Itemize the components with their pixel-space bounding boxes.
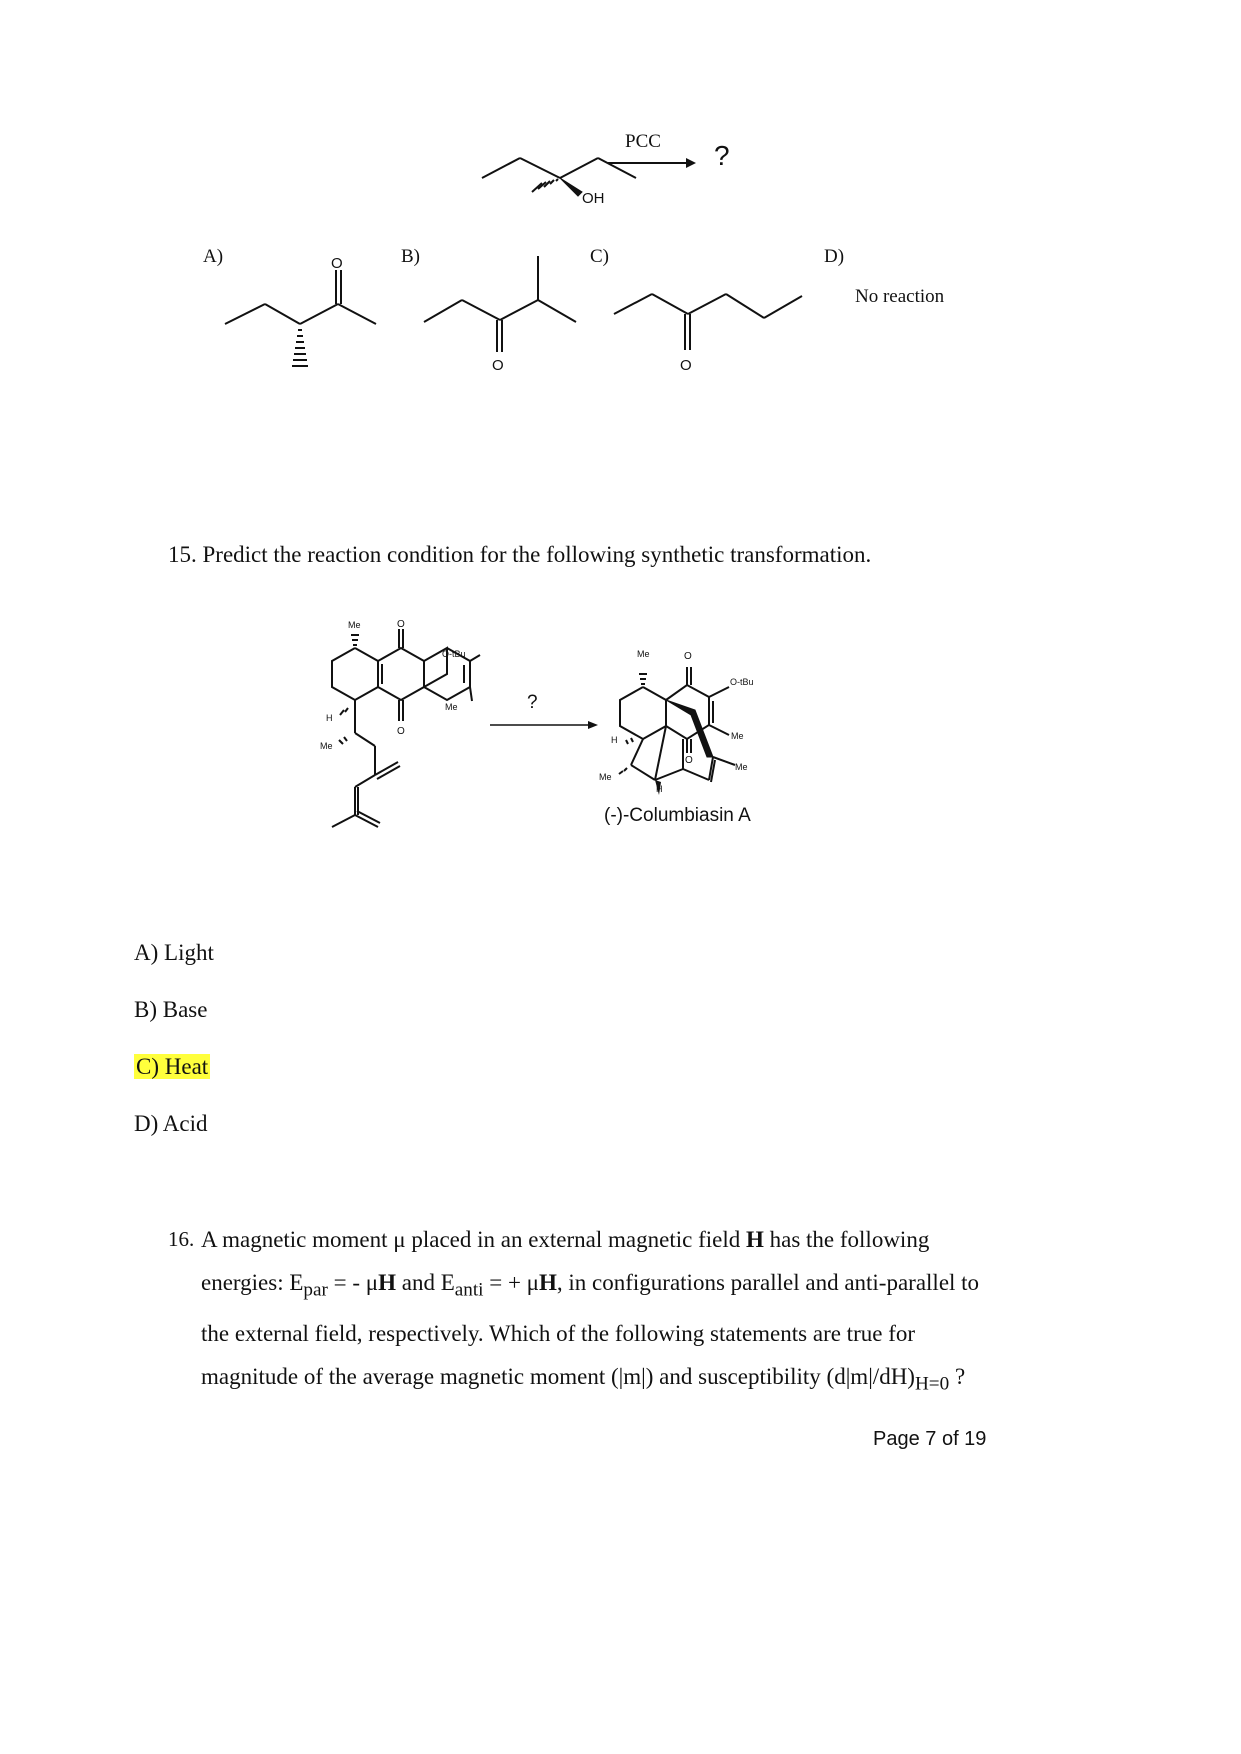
q16-line-4: magnitude of the average magnetic moment (|m|) and susceptibility $(d|m|/dH)_{H=0}$ ? [201, 1363, 966, 1395]
q14-option-b-label: B) [401, 246, 420, 267]
q15-answer-c [134, 1054, 210, 1080]
q14-option-a-o: O [331, 255, 343, 272]
q15-sm-me-left: Me [320, 741, 333, 751]
q14-option-b-o: O [492, 357, 504, 374]
q14-option-d-text: No reaction [855, 286, 945, 307]
q14-option-a-structure [220, 252, 390, 382]
q15-sm-otbu: O-tBu [442, 649, 466, 659]
q16-line-1: A magnetic moment μ placed in an external magnetic field H has the following [201, 1227, 930, 1252]
q15-answer-b: B) Base [134, 997, 208, 1022]
q15-sm-me-right: Me [445, 702, 458, 712]
q15-product-structure [595, 645, 770, 795]
q14-option-c-label: C) [590, 246, 609, 267]
q16-text [201, 1218, 1001, 1405]
q15-sm-o-bottom: O [397, 726, 405, 737]
q15-reaction-arrow [490, 718, 600, 732]
q16-line-2: energies: $E_{par}$ = - μH and $E_{anti}$ = + μH, in configurations parallel and anti-parallel to [201, 1270, 980, 1301]
q14-reaction-arrow [608, 155, 698, 171]
q15-prod-o-top: O [684, 651, 692, 662]
q15-prod-me-1: Me [731, 731, 744, 741]
q15-question [168, 542, 871, 568]
q14-option-c-o: O [680, 357, 692, 374]
q15-sm-o-top: O [397, 619, 405, 630]
q15-prod-otbu: O-tBu [730, 677, 754, 687]
q15-prod-o-mid: O [685, 755, 693, 766]
q15-condition-unknown: ? [527, 692, 538, 713]
q14-option-d-label: D) [824, 246, 845, 267]
q15-product-name: (-)-Columbiasin A [604, 805, 751, 826]
q14-product-unknown: ? [714, 140, 730, 171]
q16-line-3: the external field, respectively. Which of the following statements are true for [201, 1320, 916, 1346]
q14-reagent: PCC [625, 131, 661, 152]
q15-prod-h-bottom: H [656, 784, 663, 794]
q15-prod-me-2: Me [735, 762, 748, 772]
q16-number: 16. [168, 1227, 195, 1251]
q15-sm-me-top: Me [348, 620, 361, 630]
q15-prod-me-top: Me [637, 649, 650, 659]
q15-answer-a: A) Light [134, 940, 214, 965]
q14-option-b-structure [420, 252, 590, 382]
q15-prod-me-left: Me [599, 772, 612, 782]
q15-starting-material [300, 615, 490, 840]
q15-answer-d: D) Acid [134, 1111, 208, 1136]
q15-sm-h: H [326, 713, 333, 723]
q15-number: 15. [168, 542, 197, 567]
page-number: Page 7 of 19 [873, 1428, 987, 1450]
q14-option-a-label: A) [203, 246, 224, 267]
q14-option-c-structure [610, 280, 810, 380]
q14-oh-label: OH [582, 190, 605, 207]
q15-prod-h-left: H [611, 735, 618, 745]
q15-text: Predict the reaction condition for the following synthetic transformation. [202, 542, 872, 567]
q15-answer-c-highlight: C) Heat [136, 1054, 209, 1079]
